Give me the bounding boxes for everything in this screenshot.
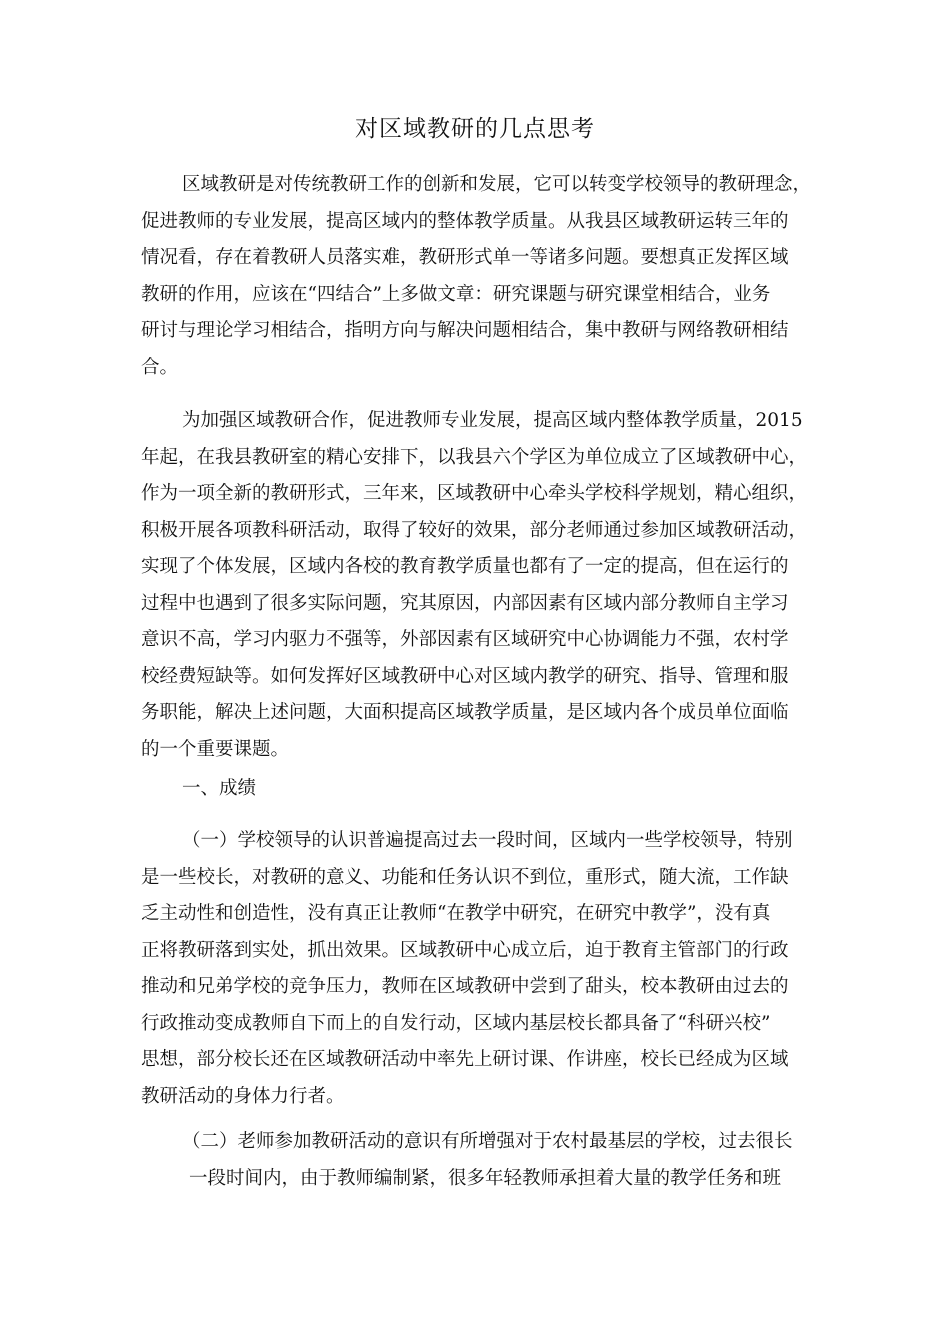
paragraph-line: 是一些校长，对教研的意义、功能和任务认识不到位，重形式，随大流，工作缺: [141, 866, 789, 888]
paragraph-2: [141, 403, 825, 768]
paragraph-line: 合。: [141, 356, 179, 378]
paragraph-line: 积极开展各项教科研活动，取得了较好的效果，部分老师通过参加区域教研活动，: [141, 519, 808, 541]
paragraph-line: 教研活动的身体力行者。: [141, 1085, 345, 1107]
paragraph-1: [141, 167, 825, 386]
paragraph-line: 研讨与理论学习相结合，指明方向与解决问题相结合，集中教研与网络教研相结: [141, 320, 789, 341]
paragraph-line: 意识不高，学习内驱力不强等，外部因素有区域研究中心协调能力不强，农村学: [141, 629, 789, 650]
paragraph-line: 正将教研落到实处，抓出效果。区域教研中心成立后，迫于教育主管部门的行政: [141, 939, 789, 961]
paragraph-line: 促进教师的专业发展，提高区域内的整体教学质量。从我县区域教研运转三年的: [141, 210, 789, 232]
paragraph-line: 的一个重要课题。: [141, 738, 290, 760]
paragraph-line: 推动和兄弟学校的竞争压力，教师在区域教研中尝到了甜头，校本教研由过去的: [141, 976, 789, 997]
section-heading: [141, 771, 825, 808]
paragraph-4: [141, 1124, 825, 1197]
paragraph-line: 乏主动性和创造性，没有真正让教师“在教学中研究，在研究中教学”，没有真: [141, 903, 771, 924]
paragraph-line: 实现了个体发展，区域内各校的教育教学质量也都有了一定的提高，但在运行的: [141, 556, 789, 577]
paragraph-line: 思想，部分校长还在区域教研活动中率先上研讨课、作讲座，校长已经成为区域: [141, 1049, 789, 1070]
paragraph-line: 过程中也遇到了很多实际问题，究其原因，内部因素有区域内部分教师自主学习: [141, 592, 789, 614]
paragraph-line: 校经费短缺等。如何发挥好区域教研中心对区域内教学的研究、指导、管理和服: [141, 665, 789, 687]
paragraph-line: （一）学校领导的认识普遍提高过去一段时间，区域内一些学校领导，特别: [182, 830, 793, 851]
paragraph-line: （二）老师参加教研活动的意识有所增强对于农村最基层的学校，过去很长: [182, 1131, 793, 1152]
paragraph-line: 行政推动变成教师自下而上的自发行动，区域内基层校长都具备了“科研兴校”: [141, 1012, 771, 1034]
paragraph-line: 教研的作用，应该在“四结合”上多做文章：研究课题与研究课堂相结合，业务: [141, 283, 771, 305]
paragraph-line: 情况看，存在着教研人员落实难，教研形式单一等诸多问题。要想真正发挥区域: [141, 247, 789, 268]
paragraph-line: 一段时间内，由于教师编制紧，很多年轻教师承担着大量的教学任务和班: [189, 1167, 782, 1189]
paragraph-line: 务职能，解决上述问题，大面积提高区域教学质量，是区域内各个成员单位面临: [141, 702, 789, 723]
paragraph-line: 年起，在我县教研室的精心安排下，以我县六个学区为单位成立了区域教研中心，: [141, 446, 808, 468]
paragraph-line: 区域教研是对传统教研工作的创新和发展，它可以转变学校领导的教研理念，: [182, 174, 812, 195]
paragraph-line: 为加强区域教研合作，促进教师专业发展，提高区域内整体教学质量，2015: [182, 410, 803, 431]
document-title: 对区域教研的几点思考: [355, 116, 595, 142]
section-heading-text: 一、成绩: [182, 778, 257, 799]
paragraph-3: [141, 823, 825, 1115]
paragraph-line: 作为一项全新的教研形式，三年来，区域教研中心牵头学校科学规划，精心组织，: [141, 483, 808, 504]
